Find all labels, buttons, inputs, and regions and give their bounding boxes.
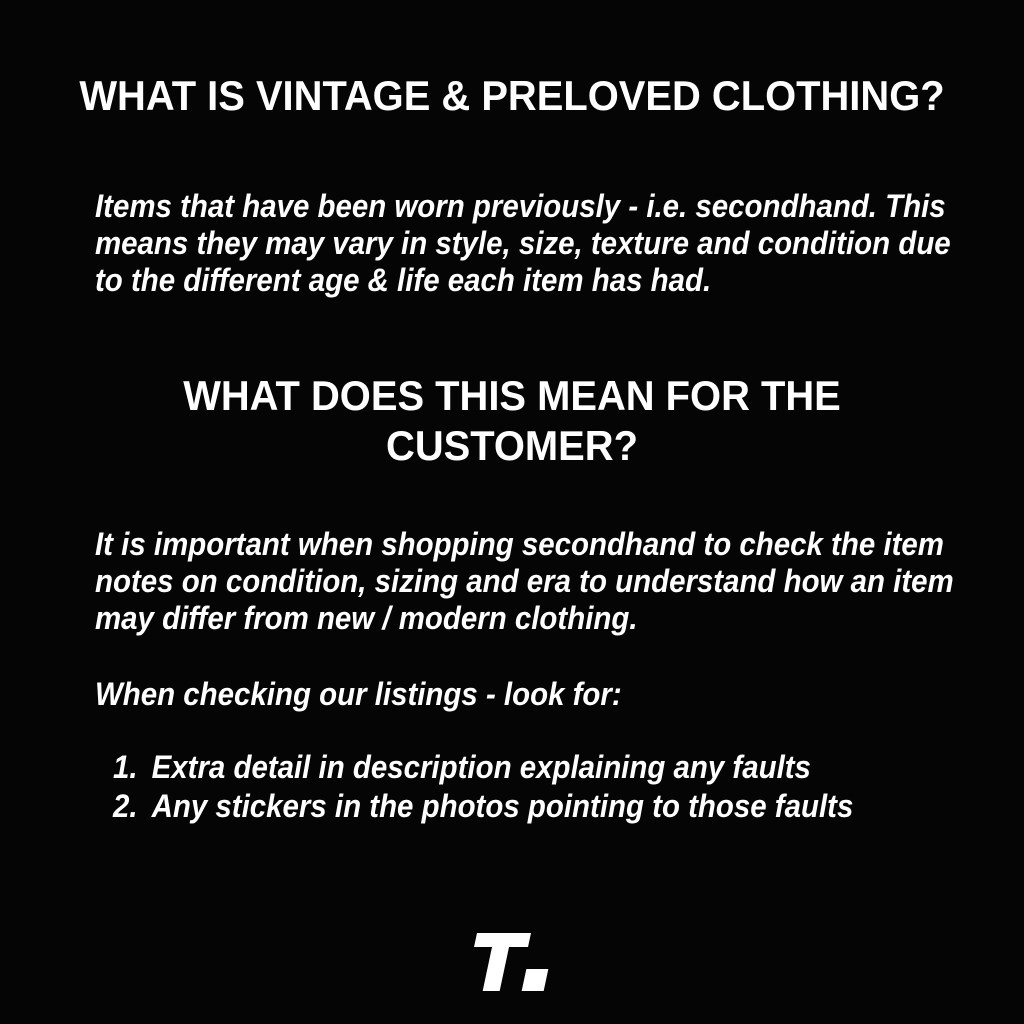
intro-paragraph xyxy=(95,188,951,299)
checklist-item-number: 2. xyxy=(113,788,138,824)
text-line: CUSTOMER? xyxy=(386,422,638,469)
checklist-item xyxy=(113,787,853,826)
text-line: may differ from new / modern clothing. xyxy=(95,600,638,636)
text-line: Items that have been worn previously - i.e. secondhand. This xyxy=(95,188,946,224)
brand-logo xyxy=(474,933,554,993)
checklist-item-text: Any stickers in the photos pointing to those faults xyxy=(151,788,854,824)
text-line: It is important when shopping secondhand to check the item xyxy=(95,526,944,562)
brand-logo-t-icon xyxy=(474,933,554,993)
page-title: WHAT IS VINTAGE & PRELOVED CLOTHING? xyxy=(79,72,945,119)
customer-info-paragraph xyxy=(95,526,954,637)
checklist xyxy=(113,748,853,826)
text-line: means they may vary in style, size, texture and condition due xyxy=(95,225,951,261)
checklist-item xyxy=(113,748,853,787)
section-heading xyxy=(26,371,999,471)
checklist-item-text: Extra detail in description explaining any faults xyxy=(151,749,811,785)
text-line: to the different age & life each item has had. xyxy=(95,262,712,298)
checklist-item-number: 1. xyxy=(113,749,138,785)
text-line: WHAT DOES THIS MEAN FOR THE xyxy=(183,372,841,419)
checklist-intro: When checking our listings - look for: xyxy=(95,676,622,712)
text-line: notes on condition, sizing and era to understand how an item xyxy=(95,563,954,599)
